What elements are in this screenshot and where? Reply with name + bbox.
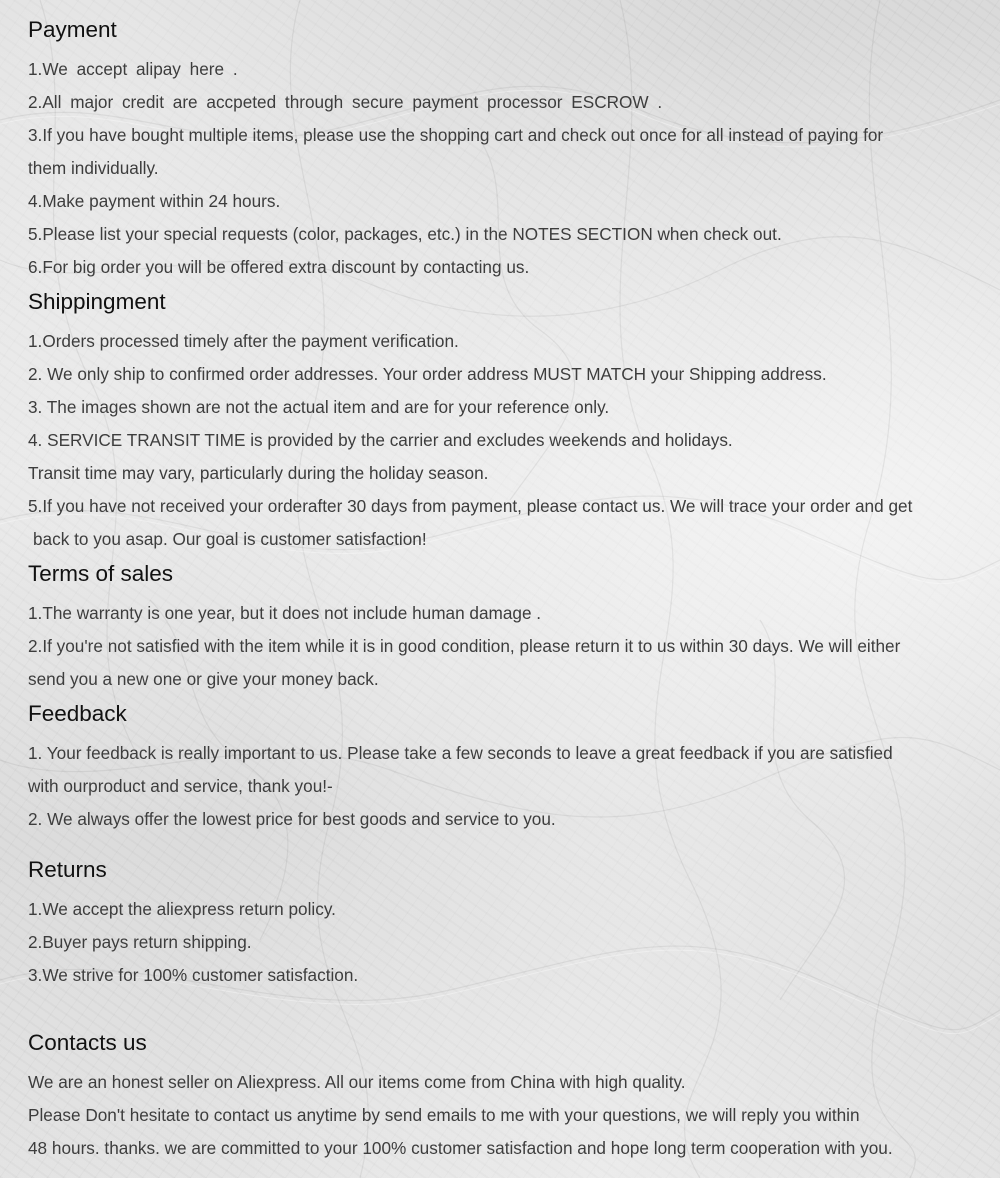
payment-line-4: 4.Make payment within 24 hours.: [28, 191, 281, 211]
payment-line-3: 3.If you have bought multiple items, please use the shopping cart and check out once for all instead of paying for: [28, 125, 884, 145]
terms-line-2: 2.If you're not satisfied with the item while it is in good condition, please return it to us within 30 days. We will either: [28, 636, 901, 656]
terms-line-2-continued: send you a new one or give your money back.: [28, 669, 379, 689]
feedback-heading: Feedback: [28, 701, 127, 726]
payment-line-3-continued: them individually.: [28, 158, 159, 178]
feedback-line-1-continued: with ourproduct and service, thank you!-: [28, 776, 333, 796]
contacts-line-2: Please Don't hesitate to contact us anytime by send emails to me with your questions, we will reply you within: [28, 1105, 860, 1125]
contacts-heading: Contacts us: [28, 1030, 147, 1055]
returns-line-3: 3.We strive for 100% customer satisfaction.: [28, 965, 359, 985]
shipping-line-4: 4. SERVICE TRANSIT TIME is provided by the carrier and excludes weekends and holidays.: [28, 430, 733, 450]
shipping-line-4-continued: Transit time may vary, particularly during the holiday season.: [28, 463, 489, 483]
payment-heading: Payment: [28, 17, 117, 42]
payment-line-2: 2.All major credit are accpeted through secure payment processor ESCROW .: [28, 92, 663, 112]
feedback-line-2: 2. We always offer the lowest price for best goods and service to you.: [28, 809, 556, 829]
payment-line-5: 5.Please list your special requests (color, packages, etc.) in the NOTES SECTION when check out.: [28, 224, 782, 244]
returns-line-2: 2.Buyer pays return shipping.: [28, 932, 252, 952]
contacts-line-3: 48 hours. thanks. we are committed to your 100% customer satisfaction and hope long term cooperation with you.: [28, 1138, 893, 1158]
shipping-line-1: 1.Orders processed timely after the payment verification.: [28, 331, 459, 351]
feedback-line-1: 1. Your feedback is really important to us. Please take a few seconds to leave a great feedback if you are satisfied: [28, 743, 893, 763]
shipping-line-5-continued: back to you asap. Our goal is customer satisfaction!: [33, 529, 427, 549]
terms-line-1: 1.The warranty is one year, but it does not include human damage .: [28, 603, 542, 623]
contacts-line-1: We are an honest seller on Aliexpress. All our items come from China with high quality.: [28, 1072, 686, 1092]
terms-heading: Terms of sales: [28, 561, 174, 586]
payment-line-1: 1.We accept alipay here .: [28, 59, 238, 79]
shipping-line-5: 5.If you have not received your orderafter 30 days from payment, please contact us. We will trace your order and get: [28, 496, 913, 516]
shipping-line-2: 2. We only ship to confirmed order addresses. Your order address MUST MATCH your Shipping address.: [28, 364, 827, 384]
payment-line-6: 6.For big order you will be offered extra discount by contacting us.: [28, 257, 530, 277]
shipping-heading: Shippingment: [28, 289, 166, 314]
shipping-line-3: 3. The images shown are not the actual item and are for your reference only.: [28, 397, 610, 417]
returns-heading: Returns: [28, 857, 107, 882]
returns-line-1: 1.We accept the aliexpress return policy.: [28, 899, 336, 919]
